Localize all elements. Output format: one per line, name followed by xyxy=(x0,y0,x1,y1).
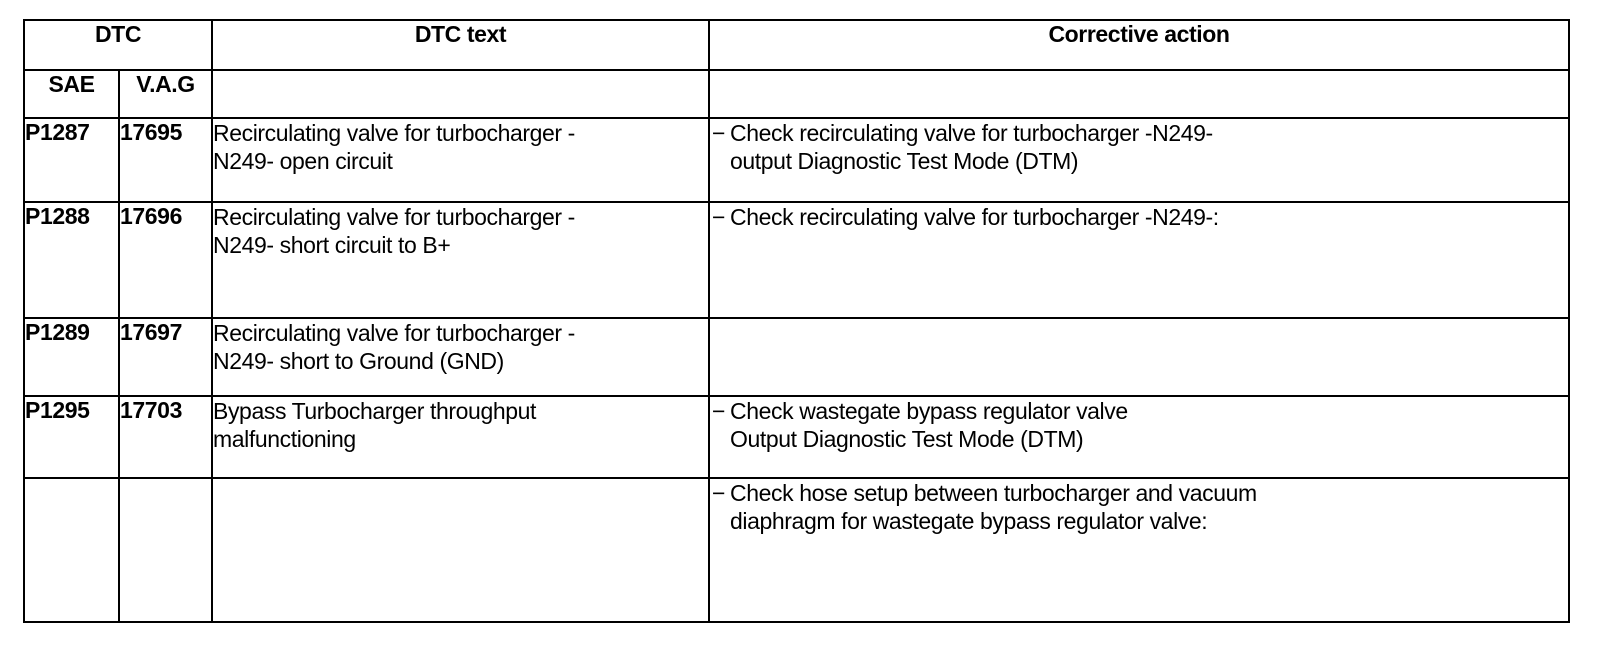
dtc-text-line: N249- short to Ground (GND) xyxy=(213,348,504,374)
dash-bullet: − xyxy=(712,480,726,506)
dtc-text-cell xyxy=(212,396,709,478)
action-item xyxy=(710,119,1568,147)
dtc-text-line: N249- short circuit to B+ xyxy=(213,232,451,258)
dtc-text-cell xyxy=(212,202,709,318)
table-row xyxy=(24,478,1569,622)
dtc-text-line: Recirculating valve for turbocharger - xyxy=(213,120,575,146)
sae-code xyxy=(24,478,119,622)
dtc-text-line: malfunctioning xyxy=(213,426,356,452)
corrective-action-cell xyxy=(709,318,1569,396)
dtc-text-line: Bypass Turbocharger throughput xyxy=(213,398,536,424)
subheader-row xyxy=(24,70,1569,118)
action-item xyxy=(710,203,1568,231)
header-dtc-text: DTC text xyxy=(212,20,709,70)
subheader-empty-action xyxy=(709,70,1569,118)
sae-code: P1288 xyxy=(24,202,119,318)
action-line-text: Check recirculating valve for turbocharger -N249- xyxy=(730,120,1213,146)
sae-code: P1287 xyxy=(24,118,119,202)
vag-code: 17697 xyxy=(119,318,212,396)
header-corrective-action: Corrective action xyxy=(709,20,1569,70)
dtc-text-cell xyxy=(212,318,709,396)
subheader-empty-text xyxy=(212,70,709,118)
corrective-action-cell xyxy=(709,396,1569,478)
table-row xyxy=(24,318,1569,396)
sae-code: P1289 xyxy=(24,318,119,396)
dtc-table xyxy=(23,19,1570,623)
vag-code: 17695 xyxy=(119,118,212,202)
dash-bullet: − xyxy=(712,204,726,230)
action-item xyxy=(710,479,1568,507)
subheader-vag: V.A.G xyxy=(119,70,212,118)
action-item xyxy=(710,397,1568,425)
action-line-text: Output Diagnostic Test Mode (DTM) xyxy=(730,426,1084,452)
dtc-text-cell xyxy=(212,118,709,202)
action-item-continuation xyxy=(710,147,1568,175)
corrective-action-cell xyxy=(709,478,1569,622)
dash-bullet: − xyxy=(712,398,726,424)
dtc-text-cell xyxy=(212,478,709,622)
dtc-text-line: Recirculating valve for turbocharger - xyxy=(213,320,575,346)
corrective-action-cell xyxy=(709,118,1569,202)
vag-code xyxy=(119,478,212,622)
table-row xyxy=(24,396,1569,478)
table-row xyxy=(24,202,1569,318)
action-line-text: Check wastegate bypass regulator valve xyxy=(730,398,1128,424)
subheader-sae: SAE xyxy=(24,70,119,118)
vag-code: 17696 xyxy=(119,202,212,318)
action-line-text: Check hose setup between turbocharger and vacuum xyxy=(730,480,1257,506)
header-dtc: DTC xyxy=(24,20,212,70)
dtc-text-line: Recirculating valve for turbocharger - xyxy=(213,204,575,230)
dtc-text-line: N249- open circuit xyxy=(213,148,393,174)
action-line-text: Check recirculating valve for turbocharger -N249-: xyxy=(730,204,1219,230)
table-row xyxy=(24,118,1569,202)
header-row xyxy=(24,20,1569,70)
sae-code: P1295 xyxy=(24,396,119,478)
action-item-continuation xyxy=(710,507,1568,535)
action-line-text: diaphragm for wastegate bypass regulator valve: xyxy=(730,508,1208,534)
action-item-continuation xyxy=(710,425,1568,453)
dash-bullet: − xyxy=(712,120,726,146)
vag-code: 17703 xyxy=(119,396,212,478)
action-line-text: output Diagnostic Test Mode (DTM) xyxy=(730,148,1079,174)
corrective-action-cell xyxy=(709,202,1569,318)
